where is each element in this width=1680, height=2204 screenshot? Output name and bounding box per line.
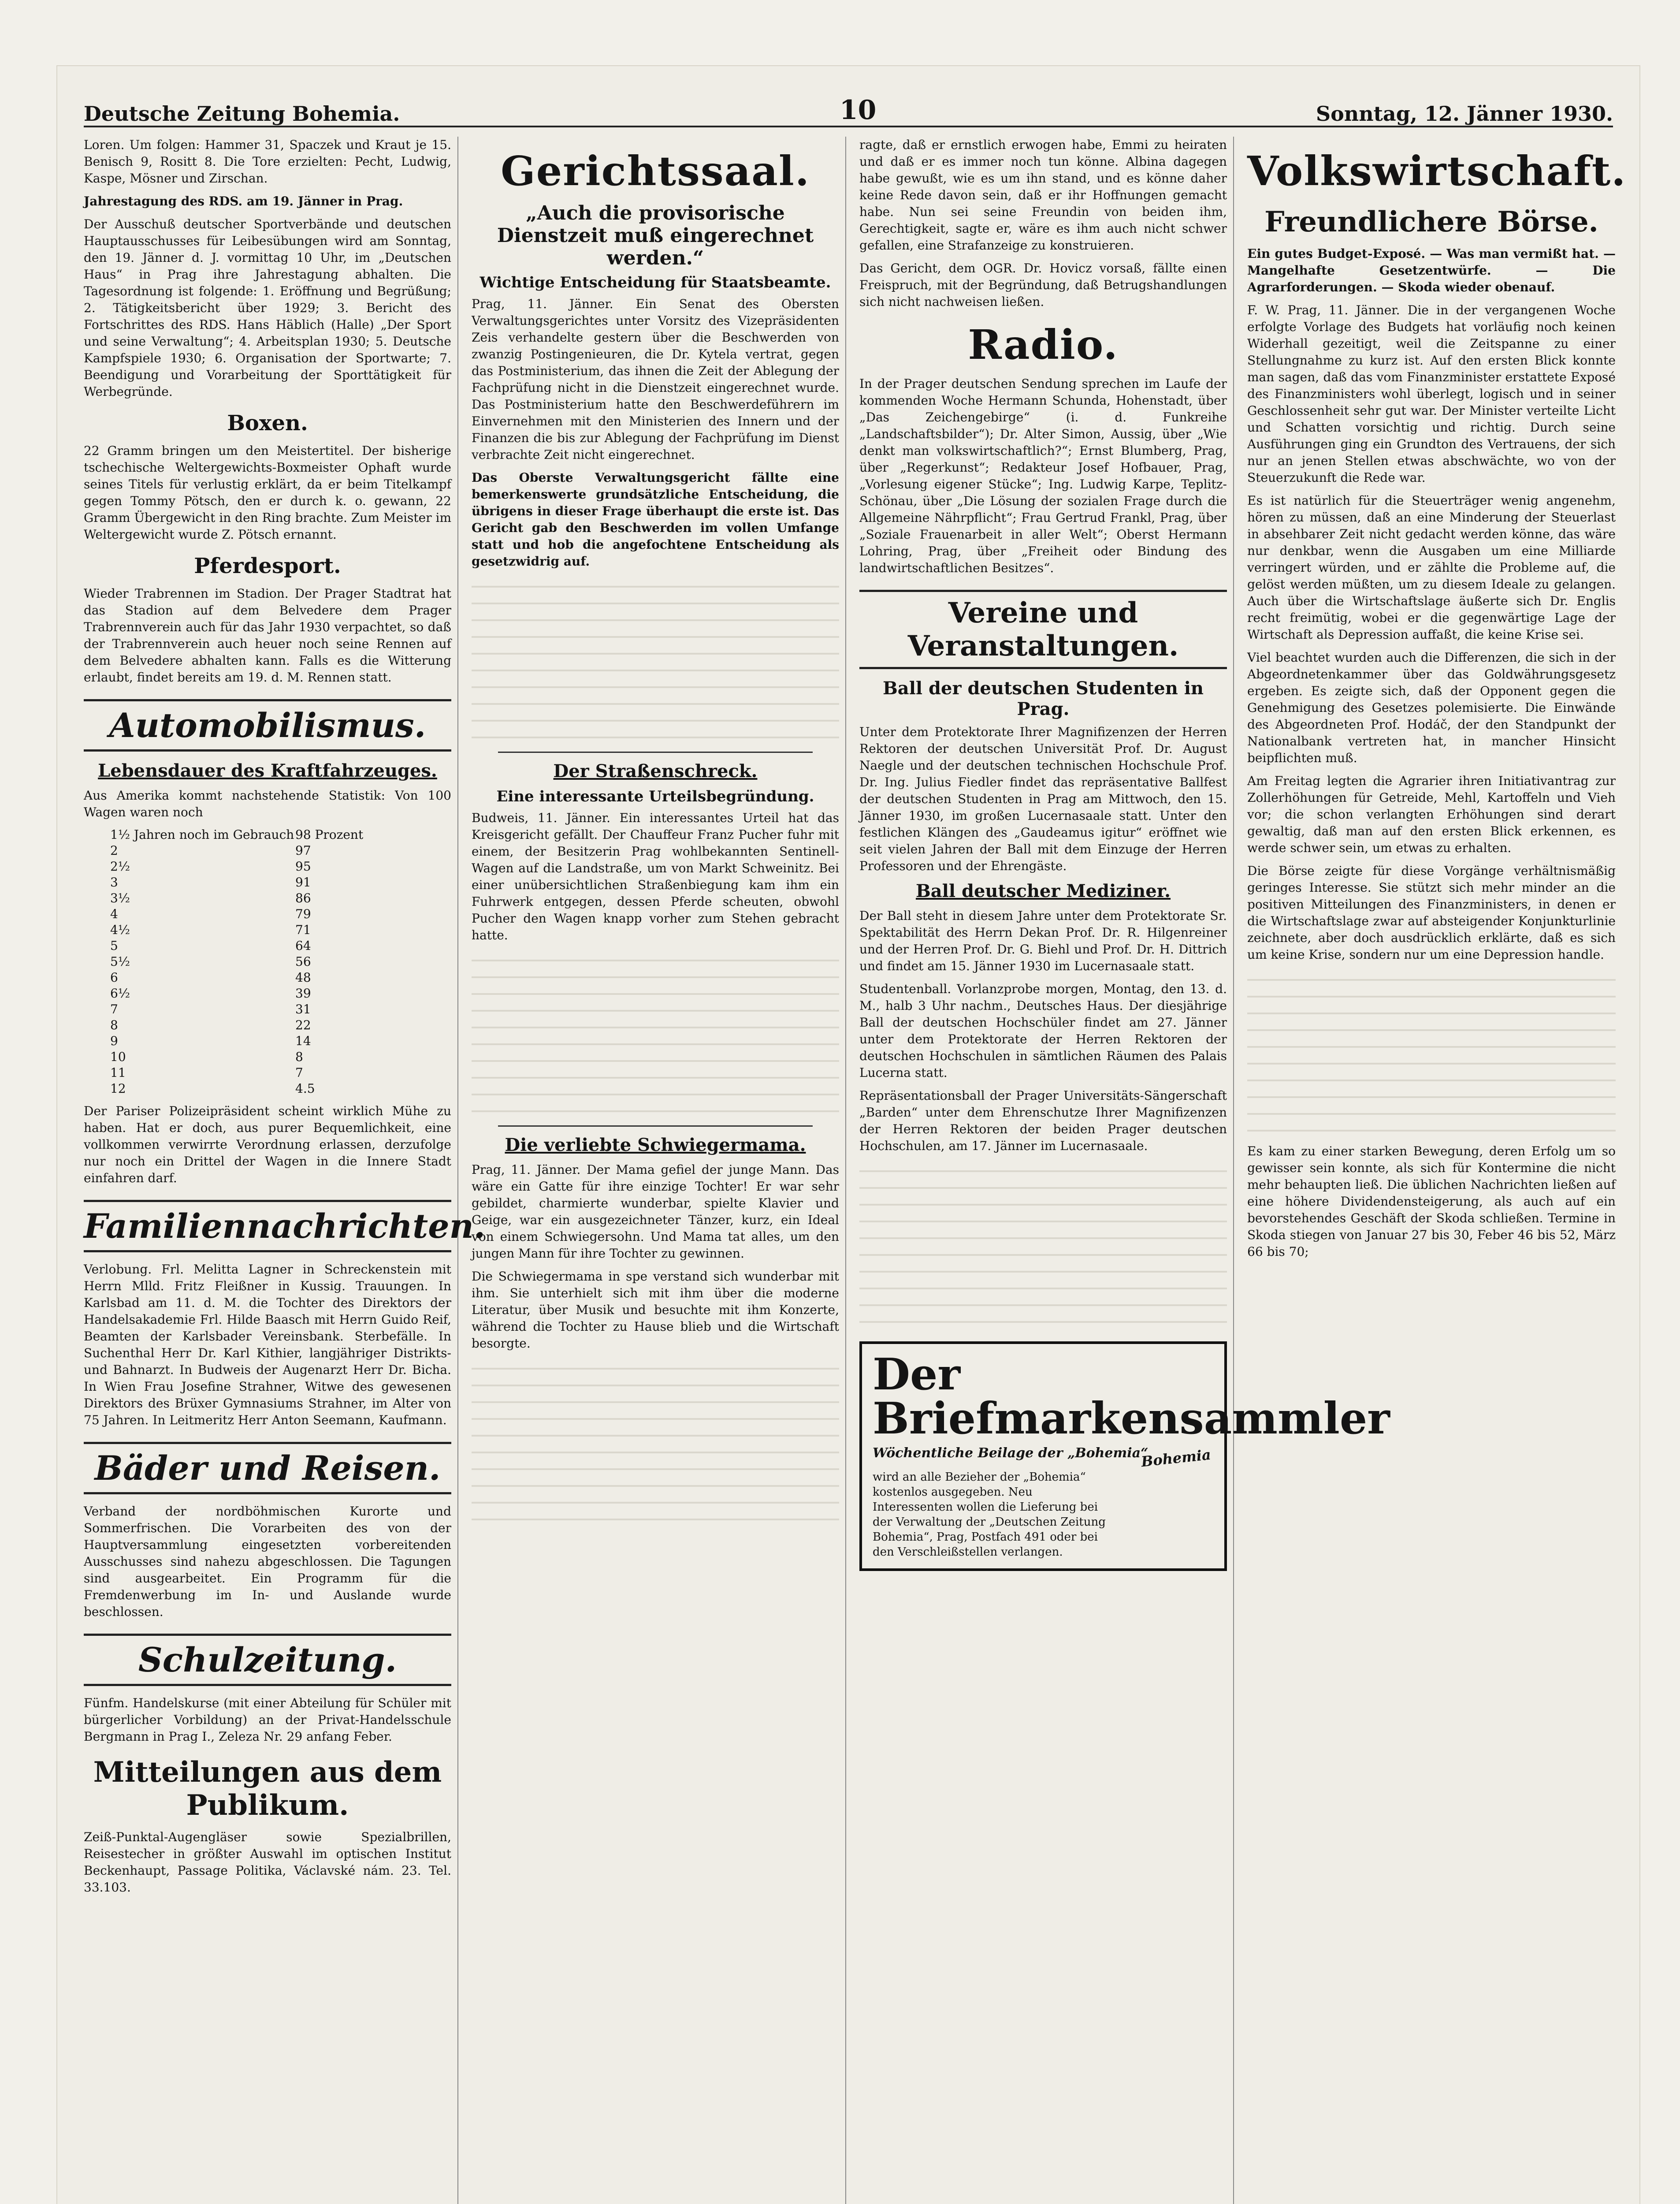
issue-date: Sonntag, 12. Jänner 1930. — [1316, 102, 1613, 126]
boxing-title: Boxen. — [227, 411, 308, 436]
text-filler — [859, 1161, 1227, 1328]
ad-title: Der Briefmarkensammler — [873, 1349, 1390, 1444]
meeting-text: Der Ausschuß deutscher Sportverbände und deutschen Hauptausschusses für Leibesübungen wird am Sonntag, den 19. Jänner d. J. vormittag 10 Uhr, im „Deutschen Haus“ in Prag ihre Jahrestagung abhalten. Die Tagesordnung ist folgende: 1. Eröffnung und Begrüßung; 2. Tätigkeitsbericht über 1929; 3. Bericht des Fortschrittes des RDS. Hans Häblich (Halle) „Der Sport und seine Verwaltung“; 4. Arbeitsplan 1930; 5. Deutsche Kampfspiele 1930; 6. Organisation der Sportwarte; 7. Beendigung und Vorarbeitung der Sporttätigkeit für Werbegründe. — [84, 217, 451, 399]
text-filler — [472, 1358, 839, 1526]
events-text: Studentenball. Vorlanzprobe morgen, Montag, den 13. d. M., halb 3 Uhr nachm., Deutsches Haus. Der diesjährige Ball der deutschen Hochschüler findet am 27. Jänner unter dem Protektorate der Herren Rektoren der deutschen Hochschulen in sämtlichen Räumen des Palais Lucerna statt. — [859, 982, 1227, 1080]
stat-row: 5½ 56 — [110, 954, 311, 969]
ad-subtitle: Wöchentliche Beilage der „Bohemia“ — [873, 1445, 1148, 1461]
divider — [498, 752, 813, 753]
mother-text: Prag, 11. Jänner. Der Mama gefiel der junge Mann. Das wäre ein Gatte für ihre einzige Tochter! Er war sehr gebildet, charmierte wunderbar, spielte Klavier und Geige, war ein ausgezeichneter Tänzer, kurz, ein Ideal von einem Schwiegersohn. Und Mama tat alles, um den jungen Mann für ihre Tochter zu gewinnen. — [472, 1162, 839, 1261]
columns — [84, 137, 1627, 2204]
travel-text: Verband der nordböhmischen Kurorte und Sommerfrischen. Die Vorarbeiten des von der Hauptversammlung eingesetzten vorbereitenden Ausschusses sind nahezu abgeschlossen. Die Tagungen sind ausgearbeitet. Ein Programm für die Fremdenwerbung im In- und Auslande wurde beschlossen. — [84, 1504, 451, 1619]
stat-row: 2 97 — [110, 843, 311, 858]
mother-title: Die verliebte Schwiegermama. — [505, 1135, 806, 1155]
med-text: Der Ball steht in diesem Jahre unter dem Protektorate Sr. Spektabilität des Herrn Dekan Prof. Dr. R. Hilgenreiner und der Herren Prof. Dr. G. Biehl und Prof. Dr. H. Dittrich und findet am 15. Jänner 1930 im Lucernasaale statt. — [859, 908, 1227, 973]
bourse-title: Freundlichere Börse. — [1264, 205, 1598, 238]
stat-row: 6½ 39 — [110, 986, 311, 1001]
page-header — [84, 90, 1613, 127]
horse-title: Pferdesport. — [194, 554, 341, 578]
stat-row: 4½ 71 — [110, 923, 311, 937]
boxing-text: 22 Gramm bringen um den Meistertitel. Der bisherige tschechische Weltergewichts-Boxmeister Ophaft wurde seines Titels für verlustig erklärt, da er beim Titelkampf gegen Tommy Pötsch, den er durch k. o. gewann, 22 Gramm Übergewicht in den Ring brachte. Zum Meister im Weltergewicht wurde Z. Pötsch ernannt. — [84, 443, 451, 542]
newspaper-page — [57, 66, 1639, 2204]
column-3 — [859, 137, 1390, 2204]
travel-title: Bäder und Reisen. — [84, 1442, 451, 1494]
stat-row: 2½ 95 — [110, 859, 311, 874]
bourse-text-2: Es ist natürlich für die Steuerträger wenig angenehm, hören zu müssen, daß an eine Minderung der Steuerlast in absehbarer Zeit nicht gedacht werden könne, das wäre nur denkbar, wenn die Ausgaben um eine Milliarde verringert würden, und er zählte die Probleme auf, die gelöst werden müßten, um zu diesem Ideale zu gelangen. Auch über die Wirtschaftslage äußerte sich Dr. Englis recht freimütig, wobei er die gegenwärtige Lage der Wirtschaft als Depression auffaßt, die keine Krise sei. — [1247, 493, 1616, 642]
med-title: Ball deutscher Mediziner. — [915, 881, 1171, 901]
intro-text: Loren. Um folgen: Hammer 31, Spaczek und Kraut je 15. Benisch 9, Rositt 8. Die Tore erzielten: Pecht, Ludwig, Kaspe, Mösner und Zirschan. — [84, 138, 451, 186]
events-text-2: Repräsentationsball der Prager Universitäts-Sängerschaft „Barden“ unter dem Ehrenschutze Ihrer Magnifizenzen der Herren Rektoren der beiden Prager deutschen Hochschulen, am 17. Jänner im Lucernasaale. — [859, 1088, 1227, 1153]
column-1 — [84, 137, 486, 2204]
continued-text: ragte, daß er ernstlich erwogen habe, Emmi zu heiraten und daß er es immer noch tun könne. Albina dagegen habe gewußt, wie es um ihn stand, und es könne daher keine Rede davon sein, daß er ihr Hoffnungen gemacht habe. Nun sei seine Freundin von beiden ihm, Gerechtigkeit, sagte er, wäre es ihm auch nicht schwer gefallen, eine Strafanzeige zu konstruieren. — [859, 138, 1227, 253]
radio-title: Radio. — [968, 321, 1119, 369]
court-subtitle: „Auch die provisorische Dienstzeit muß eingerechnet werden.“ — [497, 202, 814, 269]
public-text: Zeiß-Punktal-Augengläser sowie Spezialbrillen, Reisestecher in größter Auswahl im optischen Institut Beckenhaupt, Passage Politika, Václavské nám. 23. Tel. 33.103. — [84, 1830, 451, 1895]
stat-row: 4 79 — [110, 907, 311, 921]
auto-intro: Aus Amerika kommt nachstehende Statistik: Von 100 Wagen waren noch — [84, 788, 451, 819]
family-title: Familiennachrichten. — [84, 1200, 451, 1252]
ball-text: Unter dem Protektorate Ihrer Magnifizenzen der Herren Rektoren der deutschen Universität Prof. Dr. August Naegle und der deutschen technischen Hochschule Prof. Dr. Ing. Julius Fiedler findet das repräsentative Ballfest der deutschen Studenten in Prag am Mittwoch, den 15. Jänner 1930, im großen Lucernasaale statt. Unter den festlichen Klängen des „Gaudeamus igitur“ eröffnet wie seit vielen Jahren der Ball mit dem Einzuge der Herren Professoren und der Ehrengäste. — [859, 725, 1227, 873]
horse-text: Wieder Trabrennen im Stadion. Der Prager Stadtrat hat das Stadion auf dem Belvedere dem Prager Trabrennverein auch für das Jahr 1930 verpachtet, so daß der Trabrennverein auch heuer noch seine Rennen auf dem Belvedere abhalten kann. Falls es die Witterung erlaubt, findet bereits am 19. d. M. Rennen statt. — [84, 586, 451, 685]
stat-row: 5 64 — [110, 938, 311, 953]
ball-title: Ball der deutschen Studenten in Prag. — [882, 678, 1204, 719]
meeting-heading: Jahrestagung des RDS. am 19. Jänner in Prag. — [84, 194, 403, 208]
text-filler — [472, 950, 839, 1117]
divider — [498, 1125, 813, 1127]
school-title: Schulzeitung. — [84, 1634, 451, 1686]
bourse-text-3: Viel beachtet wurden auch die Differenzen, die sich in der Abgeordnetenkammer über das Goldwährungsgesetz ergeben. Es zeigte sich, daß der Opponent gegen die Genehmigung des Gesetzes polemisierte. Die Einwände des Abgeordneten Prof. Hodáč, der den Standpunkt der Nationalbank vertreten hat, in mancher Hinsicht beipflichten muß. — [1247, 650, 1616, 765]
text-filler — [1247, 969, 1616, 1137]
mother-text-2: Die Schwiegermama in spe verstand sich wunderbar mit ihm. Sie unterhielt sich mit ihm über die moderne Literatur, über Musik und besuchte mit ihm Konzerte, während die Tochter zu Hause blieb und die Wirtschaft besorgte. — [472, 1269, 839, 1351]
ad-body: wird an alle Bezieher der „Bohemia“ kostenlos ausgegeben. Neu Interessenten wollen die Lieferung bei der Verwaltung der „Deutschen Zeitung Bohemia“, Prag, Postfach 491 oder bei den Verschleißstellen verlangen. — [873, 1471, 1106, 1559]
family-text: Verlobung. Frl. Melitta Lagner in Schreckenstein mit Herrn Mlld. Fritz Fleißner in Kussig. Trauungen. In Karlsbad am 11. d. M. die Tochter des Direktors der Handelsakademie Frl. Hilde Baasch mit Herrn Guido Reif, Beamten der Karlsbader Vereinsbank. Sterbefälle. In Suchenthal Herr Dr. Karl Kithier, langjähriger Distrikts- und Bahnarzt. In Budweis der Augenarzt Herr Dr. Bicha. In Wien Frau Josefine Strahner, Witwe des gewesenen Direktors des Brüxer Gymnasiums Strahner, im Alter von 75 Jahren. In Leitmeritz Herr Anton Seemann, Kaufmann. — [84, 1262, 451, 1427]
newspaper-name: Deutsche Zeitung Bohemia. — [84, 102, 400, 126]
stat-row: 7 31 — [110, 1002, 311, 1016]
bourse-subtitle: Ein gutes Budget-Exposé. — Was man vermißt hat. — Mangelhafte Gesetzentwürfe. — Die Agrarforderungen. — Skoda wieder obenauf. — [1247, 246, 1616, 294]
stat-row: 9 14 — [110, 1034, 311, 1048]
street-text: Budweis, 11. Jänner. Ein interessantes Urteil hat das Kreisgericht gefällt. Der Chauffeur Franz Pucher fuhr mit einem, der Besitzerin Prag wohlbekannten Sentinell-Wagen auf die Landstraße, um von Markt Schweinitz. Bei einer unübersichtlichen Straßenbiegung kam ihm ein Fuhrwerk entgegen, dessen Pferde scheuten, obwohl Pucher den Wagen knapp vorher zum Stehen gebracht hatte. — [472, 811, 839, 942]
public-title: Mitteilungen aus dem Publikum. — [93, 1756, 442, 1822]
bourse-text: F. W. Prag, 11. Jänner. Die in der vergangenen Woche erfolgte Vorlage des Budgets hat vorläufig noch keinen Widerhall gezeitigt, weil die Zeitspanne zu einer Stellungnahme zu kurz ist. Auf den ersten Blick konnte man sagen, daß das vom Finanzminister erstattete Exposé des Finanzministers wohl überlegt, logisch und in seiner Geschlossenheit sehr gut war. Der Minister verteilte Licht und Schatten vorsichtig und richtig. Durch seine Ausführungen ging ein Grundton des Vertrauens, der sich nur an jenen Stellen etwas abschwächte, wo von der Steuerzukunft die Rede war. — [1247, 303, 1616, 485]
court-text-2: Das Oberste Verwaltungsgericht fällte eine bemerkenswerte grundsätzliche Entscheidung, die übrigens in dieser Frage überhaupt die erste ist. Das Gericht gab den Beschwerden im vollen Umfange statt und hob die angefochtene Entscheidung als gesetzwidrig auf. — [472, 470, 839, 569]
bourse-text-5: Die Börse zeigte für diese Vorgänge verhältnismäßig geringes Interesse. Sie stützt sich mehr minder an die positiven Mitteilungen des Finanzministers, in denen er die Wirtschaftslage zwar auf absteigender Konjunkturlinie zeichnete, aber doch ausdrücklich erklärte, daß es sich um keine Krise, sondern nur um eine Depression handle. — [1247, 864, 1616, 962]
street-subtitle: Eine interessante Urteilsbegründung. — [496, 788, 814, 805]
column-2 — [472, 137, 846, 2204]
court-text: Prag, 11. Jänner. Ein Senat des Obersten Verwaltungsgerichtes unter Vorsitz des Vizepräsidenten Zeis verhandelte gestern über die Beschwerden von zwanzig Postingenieuren, die Dr. Kytela vertrat, gegen das Postministerium, das ihnen die Zeit der Ablegung der Fachprüfung nicht in die Dienstzeit eingerechnet wurde. Das Postministerium hatte den Beschwerdeführern im Einvernehmen mit den Ministerien des Innern und der Finanzen die bis zur Ablegung der Fachprüfung im Dienst verbrachte Zeit nicht eingerechnet. — [472, 297, 839, 462]
street-title: Der Straßenschreck. — [553, 761, 758, 782]
column-4 — [1247, 137, 1627, 2204]
clubs-title: Vereine und Veranstaltungen. — [859, 590, 1227, 669]
page-number: 10 — [839, 95, 877, 126]
radio-text: In der Prager deutschen Sendung sprechen im Laufe der kommenden Woche Hermann Schunda, Hohenstadt, über „Das Zeichengebirge“ (i. d. Funkreihe „Landschaftsbilder“); Dr. Alter Simon, Aussig, über „Wie denkt man volkswirtschaftlich?“; Ernst Blumberg, Prag, über „Regerkunst“; Redakteur Josef Hofbauer, Prag, „Vorlesung eigener Stücke“; Ing. Ludwig Karpe, Teplitz-Schönau, über „Die Lösung der sozialen Frage durch die Allgemeine Nährpflicht“; Frau Gertrud Frankl, Prag, über „Soziale Frauenarbeit in aller Welt“; Oberst Hermann Lohring, Prag, über „Freiheit oder Bindung des landwirtschaftlichen Besitzes“. — [859, 376, 1227, 575]
auto-title: Automobilismus. — [84, 699, 451, 752]
ad-stamp: Bohemia — [1140, 1446, 1212, 1471]
stat-row: 10 8 — [110, 1050, 303, 1064]
auto-subtitle: Lebensdauer des Kraftfahrzeuges. — [98, 760, 437, 781]
stat-row: 3½ 86 — [110, 891, 311, 905]
auto-text: Der Pariser Polizeipräsident scheint wirklich Mühe zu haben. Hat er doch, aus purer Bequemlichkeit, eine vollkommen verwirrte Verordnung erlassen, derzufolge nur noch ein Drittel der Wagen in die Innere Stadt einfahren darf. — [84, 1104, 451, 1185]
court-title: Gerichtssaal. — [501, 147, 810, 195]
stat-row: 6 48 — [110, 970, 311, 985]
stat-row: 3 91 — [110, 875, 311, 890]
school-text: Fünfm. Handelskurse (mit einer Abteilung für Schüler mit bürgerlicher Vorbildung) an der Privat-Handelsschule Bergmann in Prag I., Zeleza Nr. 29 anfang Feber. — [84, 1696, 451, 1744]
court-subtitle-2: Wichtige Entscheidung für Staatsbeamte. — [479, 274, 831, 291]
stat-row: 11 7 — [110, 1065, 303, 1080]
stat-row: 1½ Jahren noch im Gebrauch 98 Prozent — [110, 827, 364, 842]
auto-stats — [110, 827, 451, 1097]
economy-title: Volkswirtschaft. — [1247, 147, 1627, 195]
stat-row: 12 4.5 — [110, 1081, 315, 1096]
bourse-text-4: Am Freitag legten die Agrarier ihren Initiativantrag zur Zollerhöhungen für Getreide, Mehl, Kartoffeln und Vieh vor; die schon verlangten Erhöhungen sind derart gewaltig, daß man auf den ersten Blick erkennen, es werde schwer sein, um etwas zu erhalten. — [1247, 774, 1616, 855]
continued-text-2: Das Gericht, dem OGR. Dr. Hovicz vorsaß, fällte einen Freispruch, mit der Begründung, daß Betrugshandlungen sich nicht nachweisen ließen. — [859, 261, 1227, 309]
bourse-text-6: Es kam zu einer starken Bewegung, deren Erfolg um so gewisser sein konnte, als sich für Kontermine die nicht mehr behaupten ließ. Die üblichen Nachrichten ließen auf eine höhere Dividendensteigerung, als auch auf ein bevorstehendes Geschäft der Skoda schließen. Termine in Skoda stiegen von Januar 27 bis 30, Feber 46 bis 52, März 66 bis 70; — [1247, 1144, 1616, 1259]
text-filler — [472, 576, 839, 744]
advertisement-box — [859, 1341, 1390, 1571]
stat-row: 8 22 — [110, 1018, 311, 1032]
